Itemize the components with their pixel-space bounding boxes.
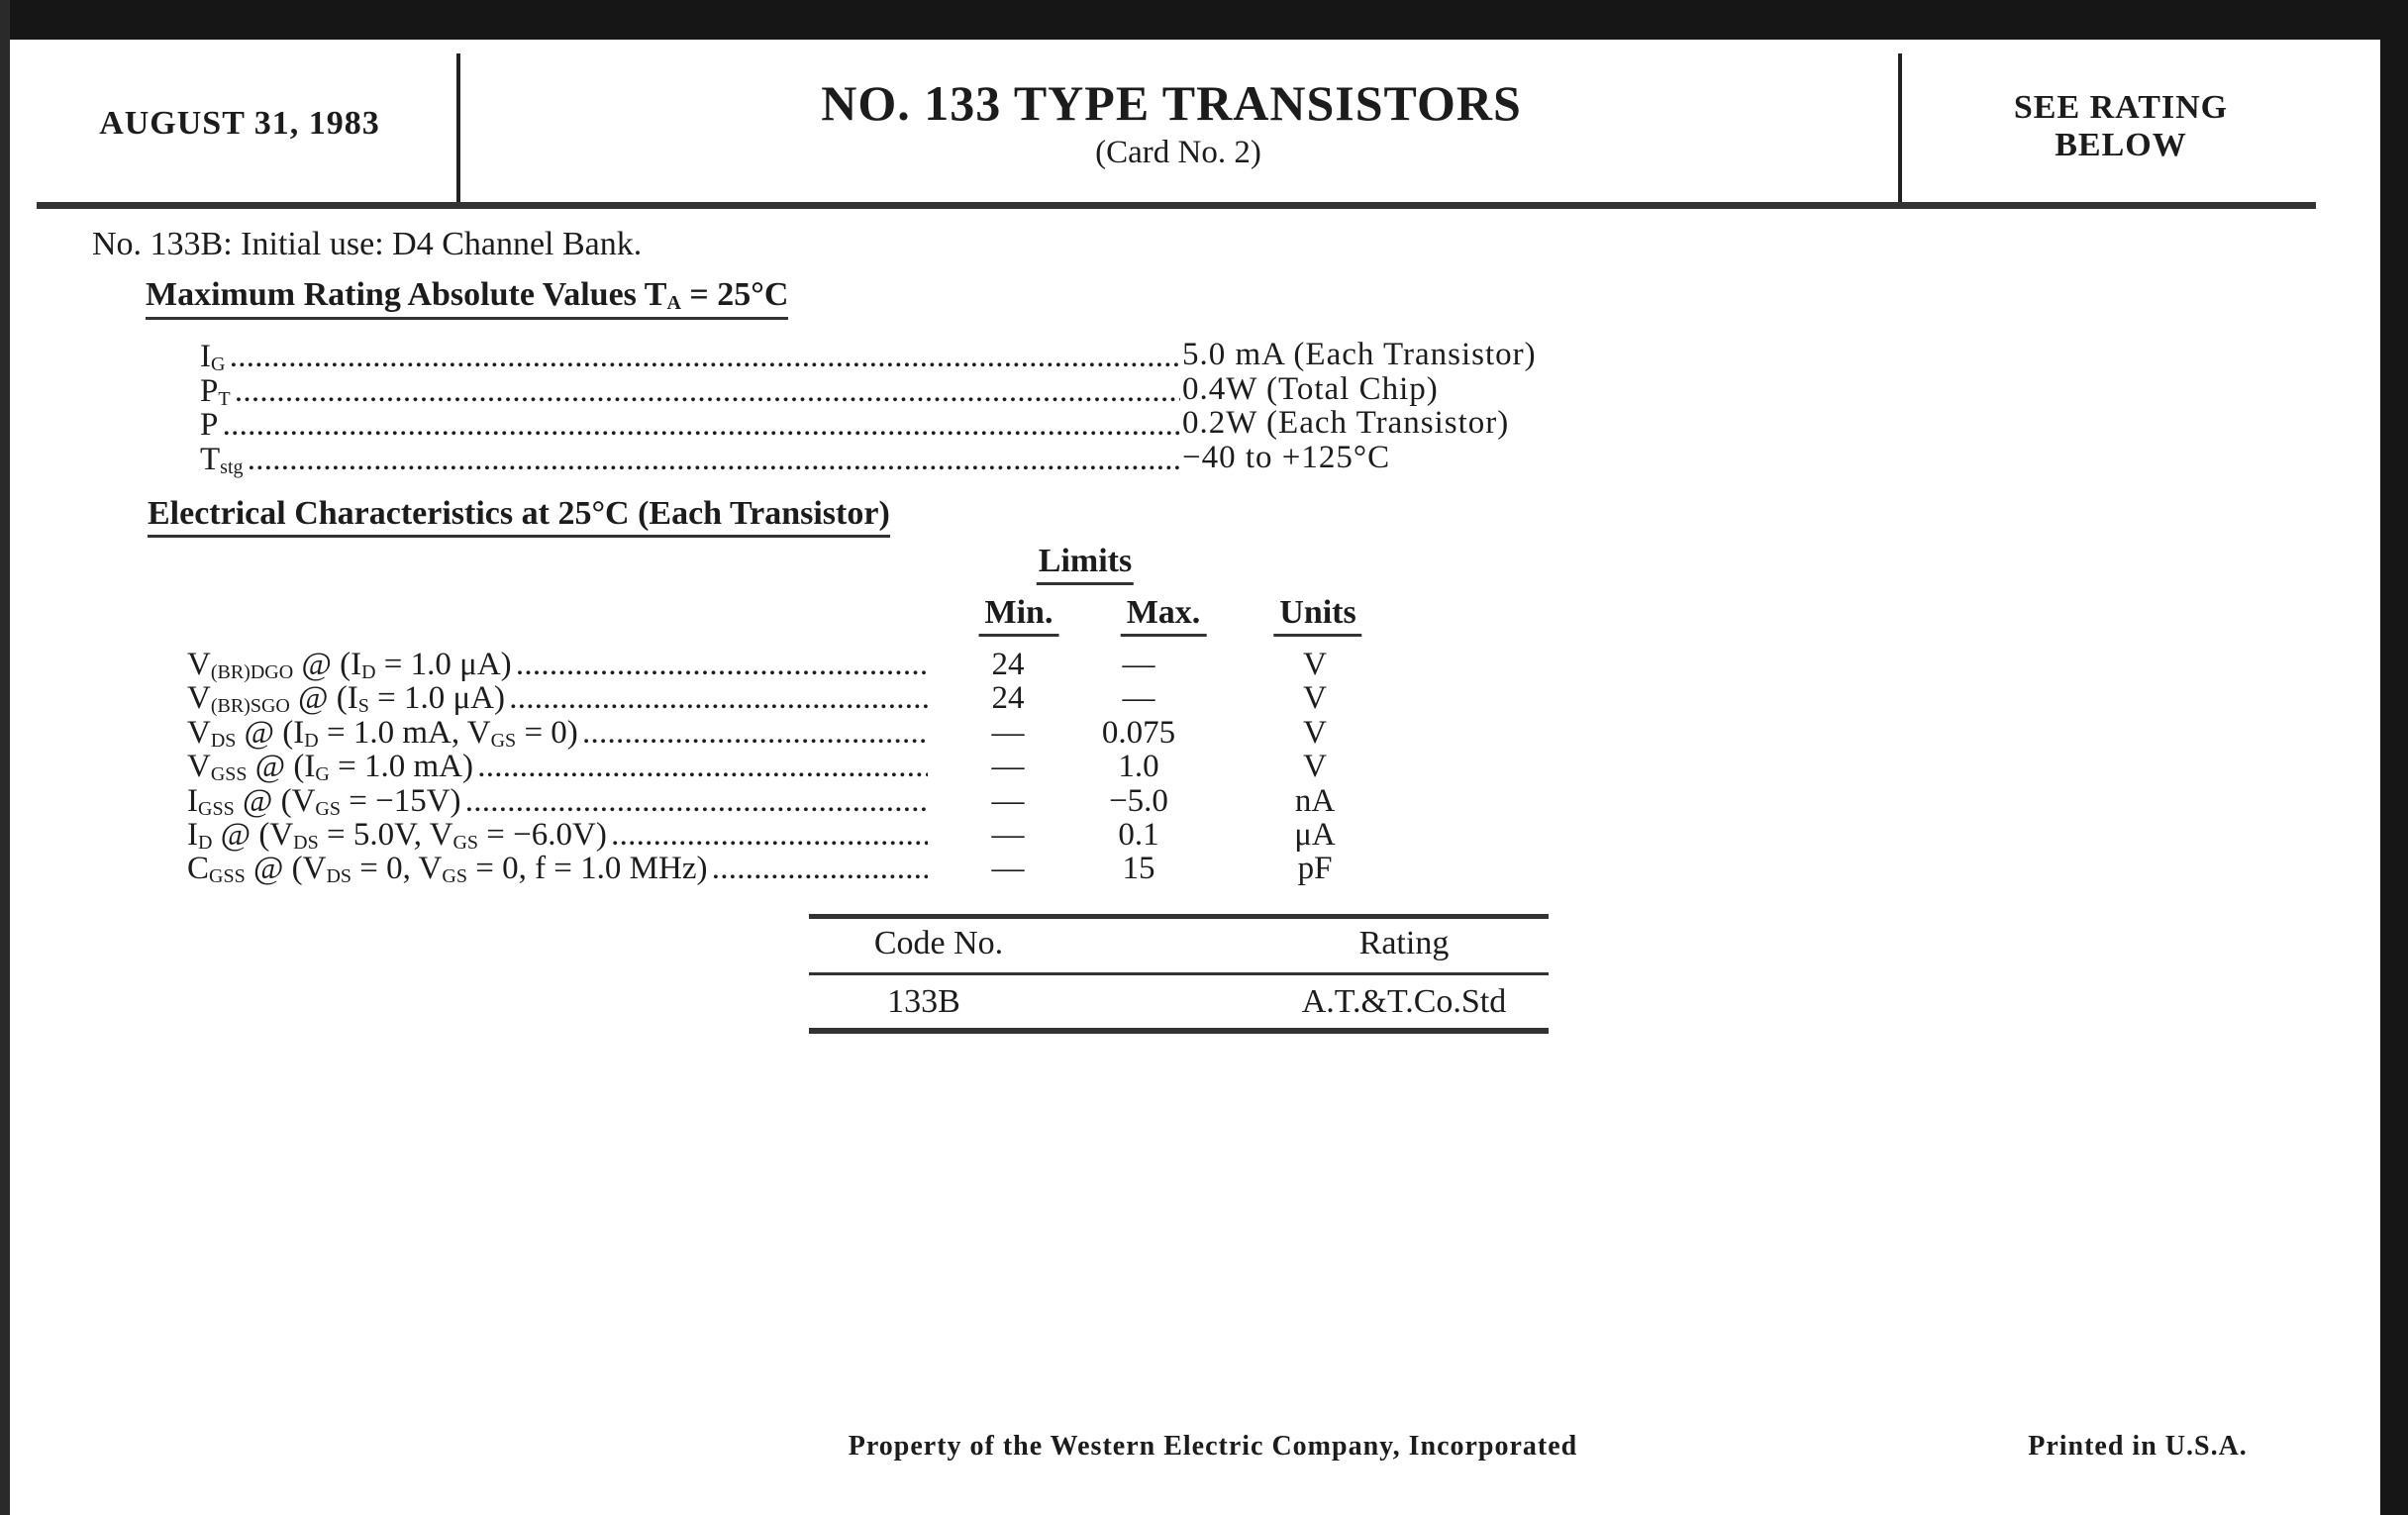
- label-subscript: T: [218, 387, 231, 410]
- electrical-row-label: [187, 783, 928, 821]
- label-text: @ (V: [234, 782, 316, 819]
- label-text: = 0): [516, 714, 578, 751]
- code-table-cell-code: 133B: [887, 983, 960, 1020]
- electrical-min-cell: —: [991, 817, 1025, 853]
- max-rating-row: [200, 373, 1180, 411]
- label-text: = 1.0 μA): [375, 647, 512, 682]
- dot-leader: [231, 373, 1180, 409]
- max-rating-value: −40 to +125°C: [1182, 439, 1391, 475]
- label-text: T: [200, 441, 221, 477]
- label-subscript: GS: [315, 797, 341, 820]
- dot-leader: [707, 851, 928, 886]
- label-text: I: [187, 817, 198, 853]
- label-subscript: (BR)SGO: [210, 695, 290, 718]
- electrical-row-label: [187, 647, 928, 684]
- header-divider-left: [456, 53, 460, 202]
- intro-text: No. 133B: Initial use: D4 Channel Bank.: [92, 226, 643, 262]
- rating-note: [2014, 89, 2228, 164]
- dot-leader: [505, 680, 928, 716]
- label-text: P: [200, 407, 219, 443]
- column-max: Max.: [1121, 594, 1207, 637]
- electrical-units-cell: V: [1303, 647, 1327, 682]
- dot-leader: [473, 749, 928, 784]
- label-text: = 0, f = 1.0 MHz): [466, 851, 708, 887]
- label-subscript: GSS: [210, 763, 248, 786]
- rating-note-line2: BELOW: [2055, 127, 2187, 163]
- label-text: @ (I: [289, 680, 358, 717]
- page-title: NO. 133 TYPE TRANSISTORS: [821, 75, 1522, 131]
- dot-leader: [512, 647, 928, 682]
- scan-border-left: [0, 0, 10, 1515]
- parameter-label: [187, 680, 505, 716]
- header-divider-right: [1898, 53, 1902, 202]
- electrical-max-cell: —: [1122, 647, 1155, 682]
- electrical-max-cell: —: [1122, 680, 1155, 717]
- max-rating-row: [200, 339, 1180, 376]
- parameter-label: [187, 749, 473, 784]
- electrical-row-label: [187, 817, 928, 855]
- electrical-units-cell: V: [1303, 749, 1327, 785]
- scan-border-top: [0, 0, 2408, 40]
- max-rating-row: [200, 407, 1180, 444]
- electrical-row-label: [187, 680, 928, 718]
- code-table-header-rating: Rating: [1358, 925, 1450, 961]
- column-units: Units: [1273, 594, 1361, 637]
- parameter-label: [187, 715, 578, 751]
- label-text: = 5.0V, V: [318, 817, 453, 853]
- label-subscript: DS: [326, 865, 352, 888]
- label-text: V: [187, 647, 211, 682]
- max-rating-heading: [146, 276, 788, 320]
- max-rating-heading-tail: = 25°C: [680, 276, 789, 313]
- electrical-max-cell: 0.1: [1118, 817, 1159, 853]
- label-text: = −15V): [341, 782, 461, 819]
- electrical-row-label: [187, 851, 928, 888]
- card-date: AUGUST 31, 1983: [99, 105, 380, 142]
- label-subscript: GS: [490, 729, 517, 752]
- electrical-max-cell: 0.075: [1101, 714, 1176, 751]
- parameter-label: [187, 817, 607, 853]
- max-rating-label: [200, 407, 218, 443]
- parameter-label: [187, 783, 461, 819]
- max-rating-heading-sub: A: [666, 292, 681, 314]
- label-text: @ (V: [245, 851, 327, 887]
- label-text: P: [200, 372, 219, 409]
- electrical-units-cell: V: [1303, 680, 1327, 717]
- code-table-top-rule: [809, 914, 1549, 919]
- dot-leader: [218, 407, 1180, 443]
- label-subscript: G: [315, 763, 330, 786]
- code-table-header-code: Code No.: [873, 925, 1004, 961]
- electrical-max-cell: 15: [1122, 851, 1155, 887]
- max-rating-value: 5.0 mA (Each Transistor): [1182, 337, 1537, 372]
- label-subscript: DS: [293, 832, 319, 854]
- electrical-min-cell: 24: [991, 647, 1025, 682]
- rating-note-line1: SEE RATING: [2013, 89, 2229, 126]
- label-subscript: G: [211, 354, 226, 375]
- electrical-units-cell: nA: [1294, 782, 1336, 819]
- parameter-label: [187, 647, 512, 682]
- label-subscript: D: [361, 661, 376, 683]
- electrical-min-cell: —: [991, 782, 1025, 819]
- label-subscript: GS: [442, 865, 467, 888]
- limits-heading: Limits: [1037, 543, 1134, 585]
- electrical-units-cell: pF: [1297, 851, 1333, 887]
- dot-leader: [578, 715, 928, 751]
- electrical-min-cell: —: [991, 714, 1025, 751]
- electrical-row-label: [187, 749, 928, 786]
- scan-border-right: [2380, 0, 2408, 1515]
- electrical-min-cell: —: [991, 851, 1025, 887]
- footer-printed: Printed in U.S.A.: [2028, 1431, 2248, 1462]
- label-text: @ (I: [236, 714, 305, 751]
- electrical-max-cell: 1.0: [1118, 749, 1159, 785]
- label-text: @ (I: [293, 647, 362, 682]
- electrical-row-label: [187, 715, 928, 753]
- label-subscript: DS: [210, 729, 237, 752]
- label-text: = 1.0 mA): [329, 749, 473, 785]
- max-rating-row: [200, 442, 1180, 479]
- code-table-cell-rating: A.T.&T.Co.Std: [1301, 983, 1507, 1020]
- code-table-bottom-rule: [809, 1028, 1549, 1034]
- electrical-min-cell: —: [991, 749, 1025, 785]
- electrical-units-cell: V: [1303, 714, 1327, 751]
- max-rating-value: 0.2W (Each Transistor): [1182, 405, 1510, 441]
- electrical-max-cell: −5.0: [1109, 782, 1168, 819]
- max-rating-heading-text: Maximum Rating Absolute Values T: [146, 276, 667, 313]
- max-rating-value: 0.4W (Total Chip): [1182, 370, 1439, 407]
- card-number: (Card No. 2): [1095, 135, 1261, 170]
- max-rating-label: [200, 339, 225, 374]
- label-text: V: [187, 714, 211, 751]
- label-text: V: [187, 680, 211, 717]
- label-text: V: [187, 749, 211, 785]
- code-table-mid-rule: [809, 972, 1549, 975]
- electrical-min-cell: 24: [991, 680, 1025, 717]
- label-text: = 1.0 mA, V: [318, 714, 491, 751]
- label-text: I: [187, 782, 198, 819]
- parameter-label: [187, 851, 707, 886]
- label-subscript: stg: [220, 455, 244, 478]
- label-text: = −6.0V): [478, 817, 607, 853]
- electrical-units-cell: μA: [1294, 817, 1336, 853]
- dot-leader: [244, 442, 1180, 477]
- header-rule: [37, 202, 2316, 209]
- label-subscript: GS: [452, 832, 479, 854]
- dot-leader: [225, 339, 1180, 374]
- dot-leader: [607, 817, 928, 853]
- max-rating-label: [200, 442, 244, 477]
- label-text: @ (V: [212, 817, 294, 853]
- max-rating-label: [200, 373, 231, 409]
- column-min: Min.: [979, 594, 1059, 637]
- electrical-heading: Electrical Characteristics at 25°C (Each Transistor): [148, 495, 890, 538]
- label-text: = 0, V: [351, 851, 443, 887]
- label-subscript: GSS: [209, 865, 246, 888]
- label-text: = 1.0 μA): [368, 680, 505, 717]
- label-subscript: S: [357, 695, 369, 718]
- label-subscript: (BR)DGO: [210, 661, 294, 683]
- label-text: I: [200, 339, 211, 374]
- label-text: C: [187, 851, 210, 887]
- dot-leader: [461, 783, 928, 819]
- label-subscript: GSS: [198, 797, 235, 820]
- footer-property: Property of the Western Electric Company, Incorporated: [848, 1431, 1578, 1462]
- label-subscript: D: [304, 729, 319, 752]
- label-subscript: D: [198, 832, 213, 854]
- label-text: @ (I: [247, 749, 316, 785]
